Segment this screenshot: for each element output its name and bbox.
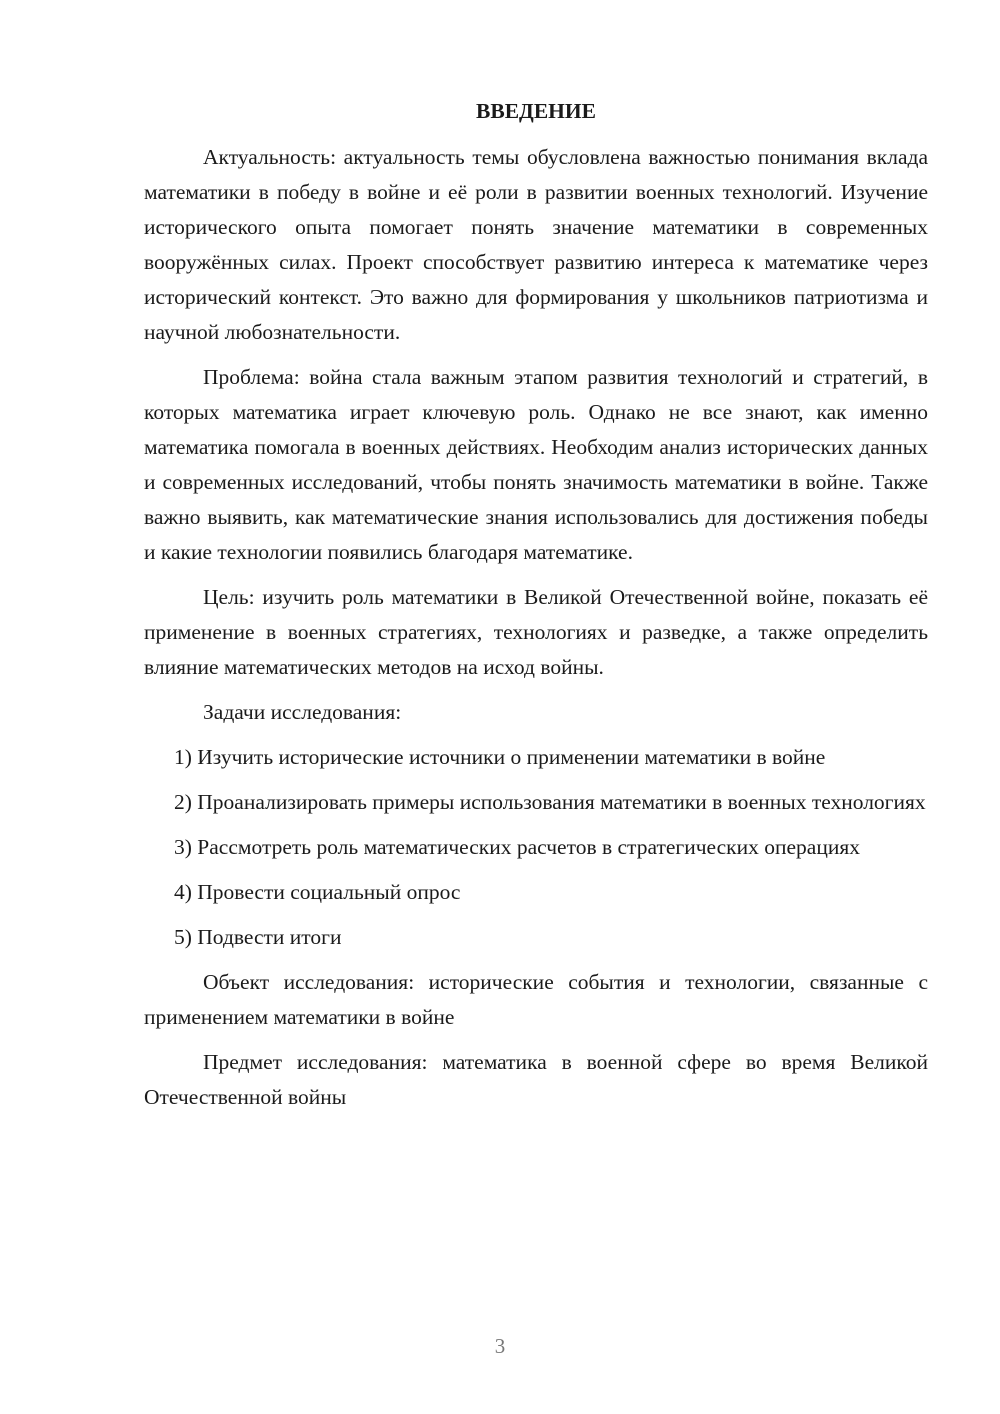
tasks-heading: Задачи исследования:	[203, 700, 402, 724]
paragraph-object: Объект исследования: исторические события и технологии, связанные с применением математики в войне	[144, 970, 928, 1029]
paragraph-problem: Проблема: война стала важным этапом развития технологий и стратегий, в которых математика играет ключевую роль. Однако не все знают, как именно математика помогала в военных действиях. Необходим анализ исторических данных и современных исследований, чтобы понять значимость математики в войне. Также важно выявить, как математические знания использовались для достижения победы и какие технологии появились благодаря математике.	[144, 365, 928, 564]
page-content	[144, 96, 928, 1125]
task-item: 5) Подвести итоги	[174, 925, 342, 949]
task-item: 4) Провести социальный опрос	[174, 880, 461, 904]
task-item: 3) Рассмотреть роль математических расчетов в стратегических операциях	[174, 835, 860, 859]
task-item: 2) Проанализировать примеры использования математики в военных технологиях	[174, 790, 926, 814]
task-item: 1) Изучить исторические источники о применении математики в войне	[174, 745, 826, 769]
paragraph-relevance: Актуальность: актуальность темы обусловлена важностью понимания вклада математики в победу в войне и её роли в развитии военных технологий. Изучение исторического опыта помогает понять значение математики в современных вооружённых силах. Проект способствует развитию интереса к математике через исторический контекст. Это важно для формирования у школьников патриотизма и научной любознательности.	[144, 145, 928, 344]
section-title: ВВЕДЕНИЕ	[476, 99, 596, 123]
paragraph-goal: Цель: изучить роль математики в Великой Отечественной войне, показать её применение в военных стратегиях, технологиях и разведке, а также определить влияние математических методов на исход войны.	[144, 585, 928, 679]
paragraph-subject: Предмет исследования: математика в военной сфере во время Великой Отечественной войны	[144, 1050, 928, 1109]
page-number: 3	[494, 1334, 506, 1358]
